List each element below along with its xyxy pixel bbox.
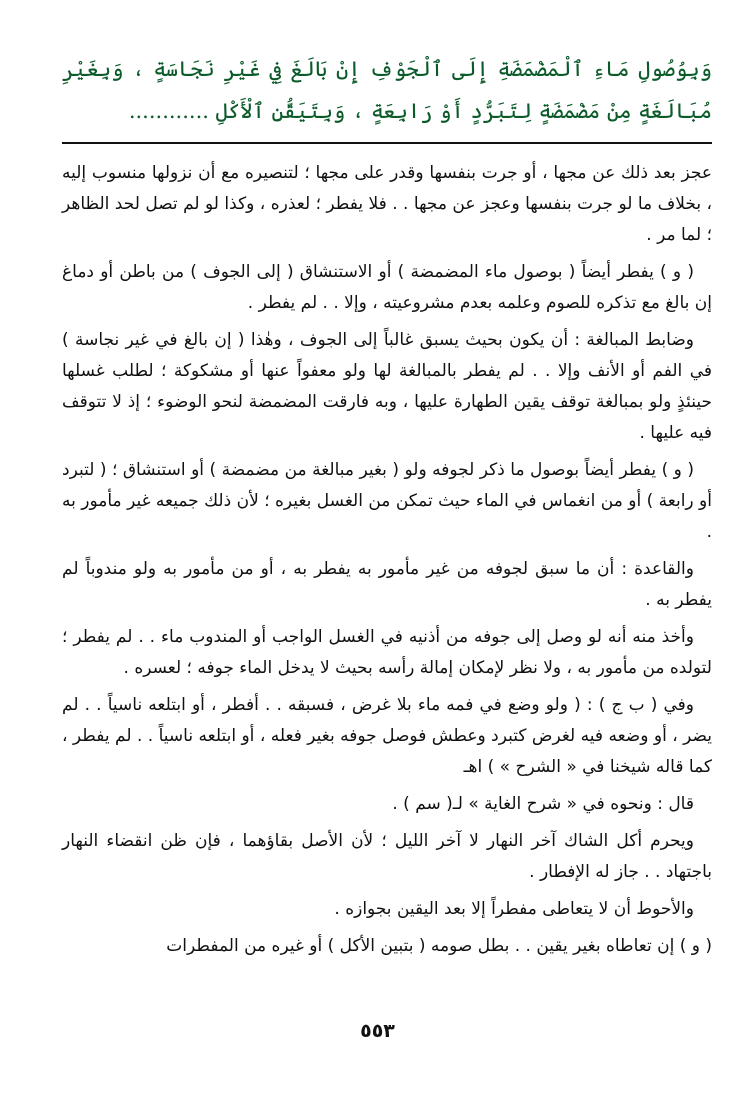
page-number: ٥٥٣	[360, 1020, 395, 1042]
commentary-paragraph: والأحوط أن لا يتعاطى مفطراً إلا بعد اليقين بجوازه .	[334, 899, 694, 919]
commentary-paragraph: والقاعدة : أن ما سبق لجوفه من غير مأمور به يفطر به ، أو من مأمور به ولو مندوباً لم يفطر به .	[62, 559, 712, 610]
commentary-paragraph: وأخذ منه أنه لو وصل إلى جوفه من أذنيه في الغسل الواجب أو المندوب ماء . . لم يفطر ؛ لتولده من مأمور به ، ولا نظر لإمكان إمالة رأسه بحيث لا يدخل الماء جوفه ؛ لعسره .	[62, 627, 712, 678]
matn-dots: ............	[128, 99, 209, 123]
commentary-paragraph: قال : ونحوه في « شرح الغاية » لـ( سم ) .	[392, 794, 694, 814]
commentary-paragraph: ( و ) يفطر أيضاً بوصول ما ذكر لجوفه ولو ( بغير مبالغة من مضمضة ) أو استنشاق ؛ ( لتبرد أو رابعة ) أو من انغماس في الماء حيث تمكن من الغسل بغيره ؛ لأن ذلك جميعه غير مأمور به .	[62, 460, 712, 542]
commentary-paragraph: ويحرم أكل الشاك آخر النهار لا آخر الليل ؛ لأن الأصل بقاؤهما ، فإن ظن انقضاء النهار باجتهاد . . جاز له الإفطار .	[62, 831, 712, 882]
commentary-paragraph: عجز بعد ذلك عن مجها ، أو جرت بنفسها وقدر على مجها ؛ لتنصيره مع أن نزولها منسوب إليه ، بخلاف ما لو جرت بنفسها وعجز عن مجها . . فلا يفطر ؛ لعذره ، وكذا لو لم تصل لحد الظاهر ؛ لما مر .	[62, 163, 712, 245]
separator-rule	[62, 142, 712, 144]
commentary-paragraph: وضابط المبالغة : أن يكون بحيث يسبق غالباً إلى الجوف ، وهٰذا ( إن بالغ في غير نجاسة ) في الفم أو الأنف وإلا . . لم يفطر بالمبالغة لها ولو معفواً عنها أو مشكوكة ؛ لطلب غسلها حينئذٍ ولو بمبالغة توقف يقين الطهارة عليها ، وبه فارقت المضمضة لنحو الوضوء ؛ إذ لا تتوقف فيه عليها .	[62, 330, 712, 443]
commentary-paragraph: ( و ) يفطر أيضاً ( بوصول ماء المضمضة ) أو الاستنشاق ( إلى الجوف ) من باطن أو دماغ إن بالغ مع تذكره للصوم وعلمه بعدم مشروعيته ، وإلا . . لم يفطر .	[62, 262, 712, 313]
matn-text	[62, 48, 712, 132]
commentary-paragraph: ( و ) إن تعاطاه بغير يقين . . بطل صومه ( بتبين الأكل ) أو غيره من المفطرات	[166, 936, 712, 956]
commentary-paragraph: وفي ( ب ج ) : ( ولو وضع في فمه ماء بلا غرض ، فسبقه . . أفطر ، أو ابتلعه ناسياً . . لم يضر ، أو وضعه فيه لغرض كتبرد وعطش فوصل جوفه بغير فعله ، أو ابتلعه ناسياً . . لم يفطر ، كما قاله شيخنا في « الشرح » ) اهـ	[62, 695, 712, 777]
matn-verse: وَبِوُصُولِ مَاءِ ٱلْمَضْمَضَةِ إِلَى ٱلْجَوْفِ إِنْ بَالَغَ فِي غَيْرِ نَجَاسَةٍ ، وَبِغَيْرِ مُبَالَغَةٍ مِنْ مَضْمَضَةٍ لِتَبَرُّدٍ أَوْ رَابِعَةٍ ، وَبِتَيَقُّنِ ٱلْأَكْلِ	[62, 57, 712, 123]
page-body	[62, 48, 712, 968]
